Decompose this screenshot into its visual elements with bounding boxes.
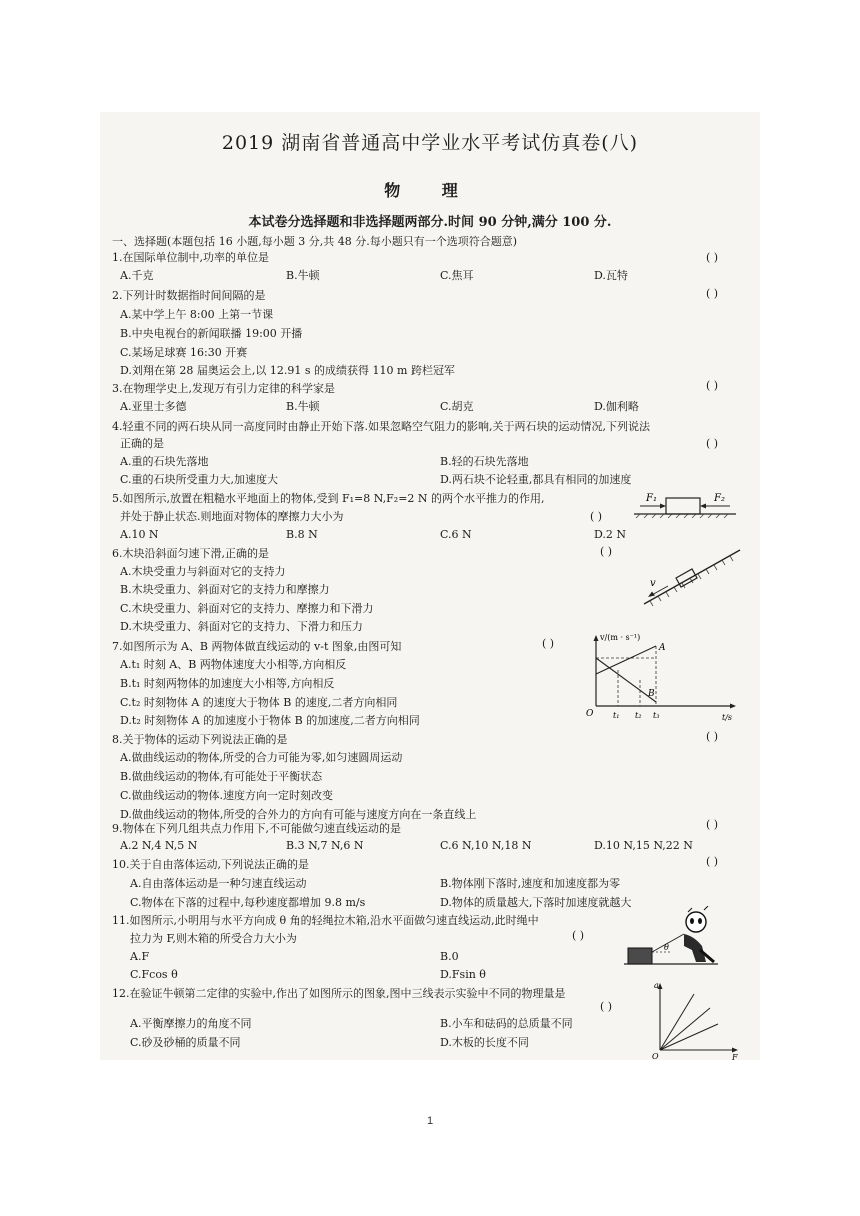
- q9-option-a: A.2 N,4 N,5 N: [120, 839, 198, 852]
- q6-label-v: v: [650, 578, 656, 589]
- q8-option-b: B.做曲线运动的物体,有可能处于平衡状态: [120, 770, 323, 783]
- q7-label-t2: t₂: [635, 711, 642, 720]
- q8-option-d: D.做曲线运动的物体,所受的合外力的方向有可能与速度方向在一条直线上: [120, 808, 477, 821]
- puller-figure: [684, 906, 714, 962]
- q3-option-d: D.伽利略: [594, 400, 639, 413]
- q2-option-a: A.某中学上午 8:00 上第一节课: [120, 308, 274, 321]
- q6-option-c: C.木块受重力、斜面对它的支持力、摩擦力和下滑力: [120, 602, 374, 615]
- page-number: 1: [426, 1115, 434, 1127]
- q5-option-d: D.2 N: [594, 528, 627, 541]
- q5-label-f2: F₂: [714, 493, 725, 504]
- q7-origin-label: O: [586, 709, 594, 719]
- q7-vt-graph: [584, 630, 740, 726]
- q4-stem-line-2: 正确的是: [120, 437, 164, 450]
- section-heading: 一、选择题(本题包括 16 小题,每小题 3 分,共 48 分.每小题只有一个选项符合题意): [112, 235, 518, 248]
- exam-notice: 本试卷分选择题和非选择题两部分.时间 90 分钟,满分 100 分.: [248, 215, 612, 230]
- q7-line-b: [596, 658, 656, 702]
- q8-option-a: A.做曲线运动的物体,所受的合力可能为零,如匀速圆周运动: [120, 751, 403, 764]
- q6-option-a: A.木块受重力与斜面对它的支持力: [120, 565, 286, 578]
- q3-answer-paren: ( ): [706, 379, 719, 392]
- q3-stem: 3.在物理学史上,发现万有引力定律的科学家是: [112, 382, 335, 395]
- q9-option-d: D.10 N,15 N,22 N: [594, 839, 693, 852]
- q7-label-t1: t₁: [613, 711, 620, 720]
- q9-answer-paren: ( ): [706, 818, 719, 831]
- q9-option-b: B.3 N,7 N,6 N: [286, 839, 364, 852]
- q12-axis-a-label: a: [654, 981, 659, 990]
- q4-stem-line-1: 4.轻重不同的两石块从同一高度同时由静止开始下落.如果忽略空气阻力的影响,关于两石块的运动情况,下列说法: [112, 420, 650, 433]
- q11-label-theta: θ: [664, 943, 669, 952]
- q12-line-3: [660, 1024, 718, 1050]
- q5-figure: [628, 488, 740, 524]
- q5-answer-paren: ( ): [590, 510, 603, 523]
- q8-answer-paren: ( ): [706, 730, 719, 743]
- q10-stem: 10.关于自由落体运动,下列说法正确的是: [112, 858, 309, 871]
- subject-title: 物 理: [384, 181, 476, 200]
- q4-option-c: C.重的石块所受重力大,加速度大: [120, 473, 279, 486]
- q11-option-a: A.F: [130, 950, 150, 963]
- q12-stem: 12.在验证牛顿第二定律的实验中,作出了如图所示的图象,图中三线表示实验中不同的物理量是: [112, 987, 566, 1000]
- q10-answer-paren: ( ): [706, 855, 719, 868]
- q11-option-c: C.Fcos θ: [130, 968, 178, 981]
- q3-option-a: A.亚里士多德: [120, 400, 187, 413]
- q12-option-c: C.砂及砂桶的质量不同: [130, 1036, 241, 1049]
- q10-option-c: C.物体在下落的过程中,每秒速度都增加 9.8 m/s: [130, 896, 366, 909]
- q8-option-c: C.做曲线运动的物体.速度方向一定时刻改变: [120, 789, 334, 802]
- q12-origin-label: O: [652, 1052, 659, 1060]
- q5-stem-line-2: 并处于静止状态.则地面对物体的摩擦力大小为: [120, 510, 344, 523]
- q9-option-c: C.6 N,10 N,18 N: [440, 839, 532, 852]
- q7-axis-v-label: v/(m · s⁻¹): [600, 633, 641, 642]
- q7-option-d: D.t₂ 时刻物体 A 的加速度小于物体 B 的加速度,二者方向相同: [120, 714, 420, 727]
- q11-answer-paren: ( ): [572, 929, 585, 942]
- q6-stem: 6.木块沿斜面匀速下滑,正确的是: [112, 547, 269, 560]
- q5-stem-line-1: 5.如图所示,放置在粗糙水平地面上的物体,受到 F₁=8 N,F₂=2 N 的两个水平推力的作用,: [112, 492, 545, 505]
- q4-answer-paren: ( ): [706, 437, 719, 450]
- q4-option-d: D.两石块不论轻重,都具有相同的加速度: [440, 473, 632, 486]
- q4-option-a: A.重的石块先落地: [120, 455, 209, 468]
- q1-option-a: A.千克: [120, 269, 154, 282]
- q11-figure: [622, 906, 722, 970]
- q10-option-d: D.物体的质量越大,下落时加速度就越大: [440, 896, 632, 909]
- q5-option-b: B.8 N: [286, 528, 318, 541]
- q6-option-b: B.木块受重力、斜面对它的支持力和摩擦力: [120, 583, 330, 596]
- q6-answer-paren: ( ): [600, 545, 613, 558]
- q2-option-c: C.某场足球赛 16:30 开赛: [120, 346, 248, 359]
- q1-option-c: C.焦耳: [440, 269, 474, 282]
- q5-option-c: C.6 N: [440, 528, 472, 541]
- q7-label-b: B: [648, 689, 655, 699]
- q11-stem-line-2: 拉力为 F,则木箱的所受合力大小为: [130, 932, 297, 945]
- q1-answer-paren: ( ): [706, 251, 719, 264]
- q12-answer-paren: ( ): [600, 1000, 613, 1013]
- q12-af-graph: [650, 980, 742, 1060]
- q2-stem: 2.下列计时数据指时间间隔的是: [112, 289, 266, 302]
- q9-stem: 9.物体在下列几组共点力作用下,不可能做匀速直线运动的是: [112, 822, 401, 835]
- q7-stem: 7.如图所示为 A、B 两物体做直线运动的 v-t 图象,由图可知: [112, 640, 402, 653]
- q12-line-1: [660, 994, 694, 1050]
- q6-option-d: D.木块受重力、斜面对它的支持力、下滑力和压力: [120, 620, 363, 633]
- q3-option-c: C.胡克: [440, 400, 474, 413]
- q12-option-a: A.平衡摩擦力的角度不同: [130, 1017, 252, 1030]
- q1-stem: 1.在国际单位制中,功率的单位是: [112, 251, 269, 264]
- q8-stem: 8.关于物体的运动下列说法正确的是: [112, 733, 288, 746]
- q1-option-b: B.牛顿: [286, 269, 320, 282]
- q1-option-d: D.瓦特: [594, 269, 628, 282]
- q7-axis-t-label: t/s: [722, 713, 733, 722]
- q7-label-a: A: [659, 643, 666, 653]
- q7-answer-paren: ( ): [542, 637, 555, 650]
- q12-option-b: B.小车和砝码的总质量不同: [440, 1017, 573, 1030]
- q7-label-t3: t₃: [653, 711, 660, 720]
- q3-option-b: B.牛顿: [286, 400, 320, 413]
- q6-figure: [640, 546, 744, 610]
- q12-option-d: D.木板的长度不同: [440, 1036, 529, 1049]
- q11-stem-line-1: 11.如图所示,小明用与水平方向成 θ 角的轻绳拉木箱,沿水平面做匀速直线运动,此时绳中: [112, 914, 539, 927]
- q11-option-d: D.Fsin θ: [440, 968, 486, 981]
- q12-axis-f-label: F: [732, 1053, 738, 1060]
- q7-option-c: C.t₂ 时刻物体 A 的速度大于物体 B 的速度,二者方向相同: [120, 696, 398, 709]
- exam-title: 2019 湖南省普通高中学业水平考试仿真卷(八): [221, 132, 639, 154]
- q2-option-d: D.刘翔在第 28 届奥运会上,以 12.91 s 的成绩获得 110 m 跨栏冠军: [120, 364, 455, 377]
- q2-answer-paren: ( ): [706, 287, 719, 300]
- q11-option-b: B.0: [440, 950, 459, 963]
- q10-option-a: A.自由落体运动是一种匀速直线运动: [130, 877, 307, 890]
- q4-option-b: B.轻的石块先落地: [440, 455, 529, 468]
- q7-option-b: B.t₁ 时刻两物体的加速度大小相等,方向相反: [120, 677, 335, 690]
- q12-line-2: [660, 1008, 710, 1050]
- q10-option-b: B.物体刚下落时,速度和加速度都为零: [440, 877, 621, 890]
- q7-line-a: [596, 646, 656, 674]
- q7-option-a: A.t₁ 时刻 A、B 两物体速度大小相等,方向相反: [120, 658, 347, 671]
- q5-label-f1: F₁: [646, 493, 657, 504]
- q2-option-b: B.中央电视台的新闻联播 19:00 开播: [120, 327, 303, 340]
- q5-option-a: A.10 N: [120, 528, 159, 541]
